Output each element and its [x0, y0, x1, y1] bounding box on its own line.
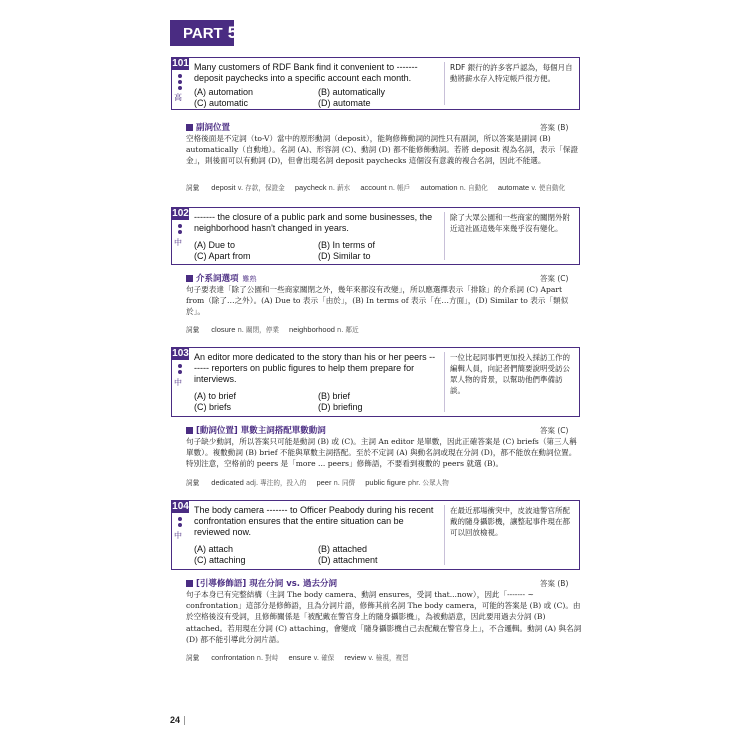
option-a: (A) Due to	[194, 240, 236, 250]
part-number: 5	[227, 23, 238, 42]
option-b: (B) In terms of	[318, 240, 376, 250]
vocab-line: 詞彙 dedicated adj. 專注的，投入的 peer n. 同儕 public figure phr. 公眾人物	[186, 478, 449, 487]
question-sentence: An editor more dedicated to the story than his or her peers ------- reporters on public figures to help them prepare for interviews.	[194, 352, 436, 384]
option-a: (A) to brief	[194, 391, 237, 401]
option-a: (A) automation	[194, 87, 254, 97]
question-number: 103	[172, 348, 189, 359]
answer-label: 答案 (B)	[540, 123, 569, 132]
option-d: (D) briefing	[318, 402, 363, 412]
explanation-text: 句子本身已有完整結構（主詞 The body camera、動詞 ensures，受詞 that...now），因此「------- ~ confrontation」這部分是修飾語，且為分詞片語，修飾其前名詞 The body camera，可能的答案是 (B) 或 (C)。由於空格後沒有受詞，且修飾關係是「被配戴在警官身上的隨身攝影機」，為被動語意，因此要用過去分詞 (B) attached。若用現在分詞 (C) attaching，會變成「隨身攝影機自己去配戴在警官身上」，不合邏輯。動詞 (A) 與名詞 (D) 都不能引導此分詞片語。	[186, 590, 582, 644]
option-d: (D) Similar to	[318, 251, 371, 261]
explanation-title: 介系詞選項 難熟	[186, 272, 257, 284]
option-c: (C) attaching	[194, 555, 246, 565]
question-box-101	[171, 57, 580, 110]
question-sentence: Many customers of RDF Bank find it convenient to ------- deposit paychecks into a specific account each month.	[194, 62, 418, 83]
option-d: (D) automate	[318, 98, 371, 108]
difficulty-dots	[178, 224, 183, 236]
option-b: (B) attached	[318, 544, 368, 554]
question-number: 102	[172, 208, 189, 219]
difficulty-level: 中	[174, 378, 182, 387]
vocab-line: 詞彙 deposit v. 存款，保證金 paycheck n. 薪水 account n. 帳戶 automation n. 自動化 automate v. 使自動化	[186, 183, 566, 192]
difficulty-dots	[178, 517, 183, 529]
question-box-102	[171, 207, 580, 265]
answer-label: 答案 (C)	[540, 274, 569, 283]
option-c: (C) Apart from	[194, 251, 251, 261]
question-sentence: ------- the closure of a public park and some businesses, the neighborhood hasn't changed in years.	[194, 212, 433, 233]
option-d: (D) attachment	[318, 555, 378, 565]
vocab-line: 詞彙 closure n. 關閉，停業 neighborhood n. 鄰近	[186, 325, 359, 334]
option-c: (C) automatic	[194, 98, 249, 108]
answer-label: 答案 (C)	[540, 426, 569, 435]
question-box-104	[171, 500, 580, 570]
question-translation: 在最近那場衝突中，皮波迪警官所配戴的隨身攝影機，讓整起事件現在都可以回放檢視。	[444, 505, 574, 565]
page-number: 24	[170, 715, 185, 725]
part-label: PART	[183, 24, 223, 42]
explanation-text: 句子缺少動詞，所以答案只可能是動詞 (B) 或 (C)。主詞 An editor 是單數，因此正確答案是 (C) briefs（第三人稱單數）。複數動詞 (B) brief 不能與單數主詞搭配。至於不定詞 (A) 與動名詞或現在分詞 (D)，都不能放在動詞位置。特別注意，空格前的 peers 是「more ... peers」修飾語，不要看到複數的 peers 就選 (B)。	[186, 437, 577, 469]
question-box-103	[171, 347, 580, 417]
difficulty-level: 高	[174, 93, 182, 102]
question-number: 104	[172, 501, 189, 512]
difficulty-level: 中	[174, 531, 182, 540]
difficulty-dots	[178, 364, 183, 376]
question-number: 101	[172, 58, 189, 69]
explanation-title: [引導修飾語] 現在分詞 vs. 過去分詞	[186, 577, 337, 589]
part-header	[170, 20, 238, 46]
question-translation: RDF 銀行的許多客戶認為，每個月自動將薪水存入特定帳戶很方便。	[444, 62, 574, 105]
difficulty-dots	[178, 74, 183, 92]
explanation-text: 句子要表達「除了公園和一些商家關閉之外，幾年來都沒有改變」，所以應選擇表示「排除」的介系詞 (C) Apart from（除了…之外）。(A) Due to 表示「由於」，(B) In terms of 表示「在…方面」，(D) Similar to 表示「類似於」。	[186, 285, 569, 317]
option-c: (C) briefs	[194, 402, 232, 412]
answer-label: 答案 (B)	[540, 579, 569, 588]
question-sentence: The body camera ------- to Officer Peabody during his recent confrontation ensures that the entire situation can be reviewed now.	[194, 505, 434, 537]
explanation-title: [動詞位置] 單數主詞搭配單數動詞	[186, 424, 326, 436]
question-translation: 除了大眾公園和一些商家的關閉外附近這社區這幾年來幾乎沒有變化。	[444, 212, 574, 260]
question-translation: 一位比起同事們更加投入採訪工作的編輯人員，向記者們簡要說明受訪公眾人物的背景，以幫助他們準備訪談。	[444, 352, 574, 412]
option-a: (A) attach	[194, 544, 234, 554]
option-b: (B) automatically	[318, 87, 386, 97]
difficulty-level: 中	[174, 238, 182, 247]
vocab-line: 詞彙 confrontation n. 對峙 ensure v. 確保 review v. 檢視，複習	[186, 653, 409, 662]
explanation-text: 空格後面是不定詞（to-V）當中的原形動詞（deposit），能夠修飾動詞的詞性只有副詞，所以答案是副詞 (B) automatically（自動地）。名詞 (A)、形容詞 (C)、動詞 (D) 都不能修飾動詞。若將 deposit 視為名詞，表示「保證金」，則後面可以有動詞 (D)，但會出現名詞 deposit paychecks 這個沒有意義的複合名詞，因此不能選。	[186, 134, 578, 166]
option-b: (B) brief	[318, 391, 351, 401]
explanation-title: 副詞位置	[186, 121, 230, 133]
